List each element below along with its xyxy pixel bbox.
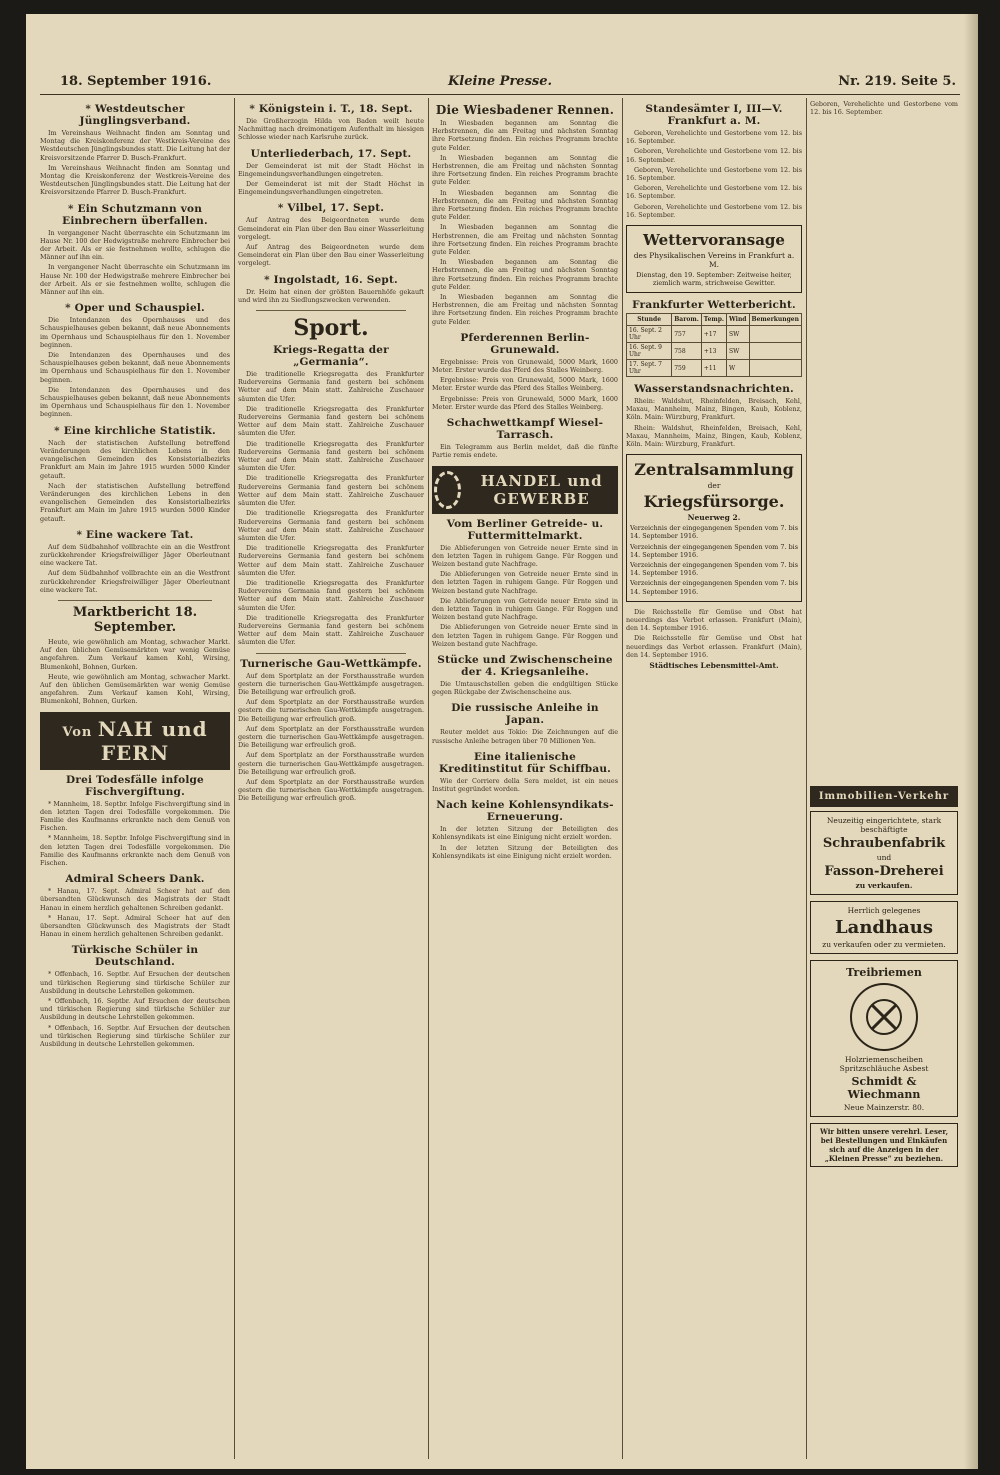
article-body: Die traditionelle Kriegsregatta des Frankfurter Rudervereins Germania fand gestern bei schönem Wetter auf dem Main statt. Zahlreiche Zuschauer säumten die Ufer. (238, 439, 424, 473)
article-body: Die traditionelle Kriegsregatta des Frankfurter Rudervereins Germania fand gestern bei schönem Wetter auf dem Main statt. Zahlreiche Zuschauer säumten die Ufer. (238, 613, 424, 647)
von-nah-und-fern-banner (40, 712, 230, 770)
ad-line: zu verkaufen. (855, 881, 913, 890)
article-body: In vergangener Nacht überraschte ein Schutzmann im Hause Nr. 100 der Hedwigstraße mehrere Einbrecher bei der Arbeit. Als er sie festnehmen wollte, schlugen die Männer auf ihn ein. (40, 228, 230, 262)
article-heading: Drei Todesfälle infolge Fischvergiftung. (66, 773, 204, 798)
article-heading: * Ein Schutzmann von Einbrechern überfallen. (62, 202, 208, 227)
divider (256, 310, 406, 311)
notice-signature: Städtisches Lebensmittel-Amt. (649, 661, 779, 671)
article (40, 103, 230, 197)
column-2 (238, 100, 424, 1459)
article (432, 654, 618, 696)
table-cell (749, 343, 801, 360)
article-body: Die traditionelle Kriegsregatta des Frankfurter Rudervereins Germania fand gestern bei schönem Wetter auf dem Main statt. Zahlreiche Zuschauer säumten die Ufer. (238, 404, 424, 438)
article-body: Ergebnisse: Preis von Grunewald, 5000 Mark, 1600 Meter. Erster wurde das Pferd des Stalles Weinberg. (432, 357, 618, 375)
landhaus-ad (810, 901, 958, 954)
banner-main: NAH und FERN (97, 716, 208, 765)
official-notice (626, 608, 802, 670)
article (432, 751, 618, 793)
zentral-heading-2: Kriegsfürsorge. (643, 492, 785, 512)
table-cell: W (727, 360, 749, 377)
article-body: Die Intendanzen des Opernhauses und des Schauspielhauses geben bekannt, daß neue Abonnements im Opernhaus und Schauspielhaus für den 1. November beginnen. (40, 385, 230, 419)
table-cell: 757 (672, 326, 702, 343)
table-cell (749, 326, 801, 343)
ad-headline: Schmidt & Wiechmann (847, 1075, 921, 1101)
article-body: In Wiesbaden begannen am Sonntag die Herbstrennen, die am Freitag und nächsten Sonntag ihre Fortsetzung finden. Ein reiches Programm brachte gute Felder. (432, 258, 618, 291)
article-body: Auf dem Sportplatz an der Forsthausstraße wurden gestern die turnerischen Gau-Wettkämpfe ausgetragen. Die Beteiligung war erfreulich groß. (238, 671, 424, 696)
article (432, 332, 618, 411)
article-heading: * Königstein i. T., 18. Sept. (249, 103, 413, 115)
divider (256, 653, 406, 654)
article-body: Im Vereinshaus Weihnacht finden am Sonntag und Montag die Kreiskonferenz der Westkreis-Vereine des Westdeutschen Jünglingsbundes statt. Die Leitung hat der Kreisvorsitzende Pfarrer D. Busch-Frankfurt. (40, 129, 230, 162)
article-body: Die Intendanzen des Opernhauses und des Schauspielhauses geben bekannt, daß neue Abonnements im Opernhaus und Schauspielhaus für den 1. November beginnen. (40, 351, 230, 384)
weather-body: Dienstag, den 19. September: Zeitweise heiter, ziemlich warm, strichweise Gewitter. (636, 271, 792, 288)
article-heading: * Eine wackere Tat. (76, 528, 194, 541)
article-body: Rhein: Waldshut, Rheinfelden, Breisach, Kehl, Maxau, Mannheim, Mainz, Bingen, Kaub, Koblenz, Köln. Main: Würzburg, Frankfurt. (626, 423, 802, 449)
issue-date: 18. September 1916. (60, 74, 212, 89)
article-heading: Türkische Schüler in Deutschland. (71, 944, 199, 969)
page-header (40, 74, 960, 96)
zentral-body: Verzeichnis der eingegangenen Spenden vom 7. bis 14. September 1916. (630, 579, 798, 596)
column-rule (806, 98, 807, 1459)
article-heading: Eine italienische Kreditinstitut für Schiffbau. (438, 750, 612, 775)
table-cell: +17 (701, 326, 726, 343)
ad-line: Neuzeitig eingerichtete, stark beschäftigte (826, 816, 942, 834)
ad-line: Holzriemenscheiben Spritzschläuche Asbest (839, 1055, 929, 1073)
article-body: Rhein: Waldshut, Rheinfelden, Breisach, Kehl, Maxau, Mannheim, Mainz, Bingen, Kaub, Koblenz, Köln. Main: Würzburg, Frankfurt. (626, 397, 802, 422)
table-header-cell: Wind (727, 314, 749, 326)
article-body: Die Intendanzen des Opernhauses und des Schauspielhauses geben bekannt, daß neue Abonnements im Opernhaus und Schauspielhaus für den 1. November beginnen. (40, 316, 230, 349)
zentral-body: Verzeichnis der eingegangenen Spenden vom 7. bis 14. September 1916. (630, 561, 798, 578)
article (40, 425, 230, 523)
article-heading: * Oper und Schauspiel. (65, 302, 205, 315)
weather-heading: Wettervoransage (643, 231, 785, 250)
article-body: Reuter meldet aus Tokio: Die Zeichnungen auf die russische Anleihe betragen über 70 Millionen Yen. (432, 728, 618, 745)
sport-section (238, 315, 424, 647)
table-cell: +11 (701, 360, 726, 377)
table-row (627, 343, 802, 360)
article-body: Auf dem Südbahnhof vollbrachte ein an die Westfront zurückkehrender Kriegsfreiwilliger Jäger Oberleutnant eine wackere Tat. (40, 542, 230, 568)
article-body: In vergangener Nacht überraschte ein Schutzmann im Hause Nr. 100 der Hedwigstraße mehrere Einbrecher bei der Arbeit. Als er sie festnehmen wollte, schlugen die Männer auf ihn ein. (40, 263, 230, 297)
article-body: Auf dem Südbahnhof vollbrachte ein an die Westfront zurückkehrender Kriegsfreiwilliger Jäger Oberleutnant eine wackere Tat. (40, 569, 230, 594)
article-heading: Unterliederbach, 17. Sept. (250, 147, 412, 160)
article-body: Geboren, Verehelichte und Gestorbene vom 12. bis 16. September. (626, 129, 802, 146)
column-3 (432, 100, 618, 1459)
table-row (627, 360, 802, 377)
article-body: In Wiesbaden begannen am Sonntag die Herbstrennen, die am Freitag und nächsten Sonntag ihre Fortsetzung finden. Ein reiches Programm brachte gute Felder. (432, 188, 618, 222)
table-cell: +13 (701, 343, 726, 360)
zentral-body: Verzeichnis der eingegangenen Spenden vom 7. bis 14. September 1916. (630, 542, 798, 559)
ad-line: Herrlich gelegenes (847, 906, 921, 915)
article-heading: * Ingolstadt, 16. Sept. (264, 273, 398, 286)
article-body: Im Vereinshaus Weihnacht finden am Sonntag und Montag die Kreiskonferenz der Westkreis-Vereine des Westdeutschen Jünglingsbundes statt. Die Leitung hat der Kreisvorsitzende Pfarrer D. Busch-Frankfurt. (40, 163, 230, 197)
article-heading: Turnerische Gau-Wettkämpfe. (240, 657, 422, 670)
weather-box (626, 225, 802, 293)
header-rule (40, 94, 960, 95)
zentral-body: Verzeichnis der eingegangenen Spenden vom 7. bis 14. September 1916. (630, 524, 798, 541)
factory-ad (810, 811, 958, 895)
article-body: * Offenbach, 16. Septbr. Auf Ersuchen der deutschen und türkischen Regierung sind türkische Schüler zur Ausbildung in deutsche Lehrstellen gekommen. (40, 1023, 230, 1049)
article-body: Ergebnisse: Preis von Grunewald, 5000 Mark, 1600 Meter. Erster wurde das Pferd des Stalles Weinberg. (432, 394, 618, 411)
article-heading: Die Wiesbadener Rennen. (435, 103, 615, 117)
article-body: In Wiesbaden begannen am Sonntag die Herbstrennen, die am Freitag und nächsten Sonntag ihre Fortsetzung finden. Ein reiches Programm brachte gute Felder. (432, 119, 618, 152)
article-heading: Kriegs-Regatta der „Germania“. (273, 344, 389, 369)
column-rule (428, 98, 429, 1459)
article-heading: Stücke und Zwischenscheine der 4. Kriegsanleihe. (437, 653, 613, 678)
article (432, 702, 618, 744)
article-body: Heute, wie gewöhnlich am Montag, schwacher Markt. Auf den üblichen Gemüsemärkten war wenig Gemüse angefahren. Zum Verkauf kamen Kohl, Wirsing, Blumenkohl, Bohnen, Gurken. (40, 637, 230, 671)
gear-icon (434, 471, 461, 509)
banner-prefix: Von (62, 724, 98, 740)
weather-sub: des Physikalischen Vereins in Frankfurt a. M. (633, 251, 795, 270)
table-cell: 758 (672, 343, 702, 360)
banner-text: HANDEL und GEWERBE (480, 471, 603, 508)
article-body: Die Ablieferungen von Getreide neuer Ernte sind in den letzten Tagen in ruhigem Gange. Für Roggen und Weizen bestand gute Nachfrage. (432, 596, 618, 622)
water-levels (626, 383, 802, 448)
article-body: Die Ablieferungen von Getreide neuer Ernte sind in den letzten Tagen in ruhigem Gange. Für Roggen und Weizen bestand gute Nachfrage. (432, 623, 618, 648)
article-body: Die traditionelle Kriegsregatta des Frankfurter Rudervereins Germania fand gestern bei schönem Wetter auf dem Main statt. Zahlreiche Zuschauer säumten die Ufer. (238, 509, 424, 542)
article-heading: * Westdeutscher Jünglingsverband. (79, 103, 191, 127)
article (238, 148, 424, 197)
article-body: Dr. Heim hat einen der größten Bauernhöfe gekauft und wird ihn zu Siedlungszwecken verwenden. (238, 287, 424, 304)
column-1 (40, 100, 230, 1459)
zentral-heading: Zentralsammlung (634, 460, 794, 480)
article-body: Geboren, Verehelichte und Gestorbene vom 12. bis 16. September. (626, 147, 802, 164)
article-heading: Wasserstandsnachrichten. (634, 383, 794, 396)
zentral-sub: der (707, 481, 721, 491)
article-body: Nach der statistischen Aufstellung betreffend Veränderungen des kirchlichen Lebens in den evangelischen Gemeinden des Konsistorialbezirks Frankfurt am Main im Jahre 1915 wurden 5000 Kinder getauft. (40, 438, 230, 480)
article-body: Geboren, Verehelichte und Gestorbene vom 12. bis 16. September. (626, 202, 802, 219)
immobilien-banner: Immobilien-Verkehr (810, 786, 958, 807)
column-5 (810, 100, 958, 1459)
article-body: Geboren, Verehelichte und Gestorbene vom 12. bis 16. September. (810, 100, 958, 117)
article-body: Die Reichsstelle für Gemüse und Obst hat neuerdings das Verbot erlassen. Frankfurt (Main), den 14. September 1916. (626, 634, 802, 659)
article-body: In Wiesbaden begannen am Sonntag die Herbstrennen, die am Freitag und nächsten Sonntag ihre Fortsetzung finden. Ein reiches Programm brachte gute Felder. (432, 223, 618, 257)
reader-notice (810, 1123, 958, 1167)
ad-headline: Treibriemen (846, 966, 922, 979)
article-body: Ergebnisse: Preis von Grunewald, 5000 Mark, 1600 Meter. Erster wurde das Pferd des Stalles Weinberg. (432, 376, 618, 393)
table-header-cell: Bemerkungen (749, 314, 801, 326)
article-body: * Offenbach, 16. Septbr. Auf Ersuchen der deutschen und türkischen Regierung sind türkische Schüler zur Ausbildung in deutsche Lehrstellen gekommen. (40, 997, 230, 1022)
market-heading: Marktbericht 18. September. (72, 604, 198, 635)
table-cell: SW (727, 326, 749, 343)
article-body: Auf Antrag des Beigeordneten wurde dem Gemeinderat ein Plan über den Bau einer Wasserleitung vorgelegt. (238, 243, 424, 268)
article-body: Die traditionelle Kriegsregatta des Frankfurter Rudervereins Germania fand gestern bei schönem Wetter auf dem Main statt. Zahlreiche Zuschauer säumten die Ufer. (238, 370, 424, 403)
article-body: * Hanau, 17. Sept. Admiral Scheer hat auf den übersandten Glückwunsch des Magistrats der Stadt Hanau in einem herzlich gehaltenen Schreiben gedankt. (40, 913, 230, 939)
article-body: Nach der statistischen Aufstellung betreffend Veränderungen des kirchlichen Lebens in den evangelischen Gemeinden des Konsistorialbezirks Frankfurt am Main im Jahre 1915 wurden 5000 Kinder getauft. (40, 481, 230, 523)
article-heading: Nach keine Kohlensyndikats-Erneuerung. (436, 799, 614, 824)
company-logo-icon (850, 983, 918, 1051)
table-header-cell: Barom. (672, 314, 702, 326)
article-body: Die traditionelle Kriegsregatta des Frankfurter Rudervereins Germania fand gestern bei schönem Wetter auf dem Main statt. Zahlreiche Zuschauer säumten die Ufer. (238, 578, 424, 612)
article (432, 417, 618, 459)
article-heading: Vom Berliner Getreide- u. Futtermittelmarkt. (446, 517, 604, 542)
article-body: Auf dem Sportplatz an der Forsthausstraße wurden gestern die turnerischen Gau-Wettkämpfe ausgetragen. Die Beteiligung war erfreulich groß. (238, 777, 424, 803)
article (40, 944, 230, 1048)
zentral-address: Neuerweg 2. (687, 513, 741, 523)
table-header-row (627, 314, 802, 326)
article-body: * Offenbach, 16. Septbr. Auf Ersuchen der deutschen und türkischen Regierung sind türkische Schüler zur Ausbildung in deutsche Lehrstellen gekommen. (40, 970, 230, 995)
standesamt (626, 103, 802, 219)
article-body: Auf dem Sportplatz an der Forsthausstraße wurden gestern die turnerischen Gau-Wettkämpfe ausgetragen. Die Beteiligung war erfreulich groß. (238, 751, 424, 776)
table-cell (749, 360, 801, 377)
handel-gewerbe-banner (432, 466, 618, 514)
ad-headline: Schraubenfabrik (822, 836, 946, 851)
article (238, 103, 424, 142)
article (238, 274, 424, 304)
zentralsammlung-box (626, 454, 802, 602)
table-row (627, 326, 802, 343)
treibriemen-ad (810, 960, 958, 1117)
divider (58, 600, 212, 601)
article-heading: Die russische Anleihe in Japan. (451, 702, 599, 727)
weather-table (626, 313, 802, 377)
table-cell: SW (727, 343, 749, 360)
article-body: * Mannheim, 18. Septbr. Infolge Fischvergiftung sind in den letzten Tagen drei Todesfälle vorgekommen. Die Familie des Kaufmanns erkrankte nach dem Genuß von Fischen. (40, 834, 230, 867)
article-body: Auf dem Sportplatz an der Forsthausstraße wurden gestern die turnerischen Gau-Wettkämpfe ausgetragen. Die Beteiligung war erfreulich groß. (238, 724, 424, 750)
article-body: Die Umtauschstellen geben die endgültigen Stücke gegen Rückgabe der Zwischenscheine aus. (432, 679, 618, 697)
article-body: * Hanau, 17. Sept. Admiral Scheer hat auf den übersandten Glückwunsch des Magistrats der Stadt Hanau in einem herzlich gehaltenen Schreiben gedankt. (40, 887, 230, 912)
logo-emblem-icon (864, 997, 904, 1037)
article-body: Heute, wie gewöhnlich am Montag, schwacher Markt. Auf den üblichen Gemüsemärkten war wenig Gemüse angefahren. Zum Verkauf kamen Kohl, Wirsing, Blumenkohl, Bohnen, Gurken. (40, 672, 230, 706)
issue-number: Nr. 219. Seite 5. (838, 74, 956, 89)
article (432, 518, 618, 648)
article-body: Geboren, Verehelichte und Gestorbene vom 12. bis 16. September. (626, 165, 802, 183)
article-body: Die traditionelle Kriegsregatta des Frankfurter Rudervereins Germania fand gestern bei schönem Wetter auf dem Main statt. Zahlreiche Zuschauer säumten die Ufer. (238, 544, 424, 577)
article-heading: * Vilbel, 17. Sept. (277, 202, 385, 215)
table-header-cell: Temp. (701, 314, 726, 326)
article-heading: Admiral Scheers Dank. (65, 873, 205, 886)
article (238, 202, 424, 267)
article-body: * Mannheim, 18. Septbr. Infolge Fischvergiftung sind in den letzten Tagen drei Todesfälle vorgekommen. Die Familie des Kaufmanns erkrankte nach dem Genuß von Fischen. (40, 799, 230, 833)
article-body: In Wiesbaden begannen am Sonntag die Herbstrennen, die am Freitag und nächsten Sonntag ihre Fortsetzung finden. Ein reiches Programm brachte gute Felder. (432, 293, 618, 326)
article-body: Die Großherzogin Hilda von Baden weilt heute Nachmittag nach dreimonatigem Aufenthalt im hiesigen Schlosse wieder nach Karlsruhe zurück. (238, 117, 424, 142)
article-heading: Schachwettkampf Wiesel-Tarrasch. (446, 417, 604, 442)
article-body: Ein Telegramm aus Berlin meldet, daß die fünfte Partie remis endete. (432, 443, 618, 460)
article (40, 873, 230, 938)
ad-line: und (876, 853, 892, 862)
article-body: In der letzten Sitzung der Beteiligten des Kohlensyndikats ist eine Einigung nicht erzielt worden. (432, 843, 618, 860)
ad-line: Neue Mainzerstr. 80. (843, 1103, 925, 1112)
article-body: Die Ablieferungen von Getreide neuer Ernte sind in den letzten Tagen in ruhigem Gange. Für Roggen und Weizen bestand gute Nachfrage. (432, 543, 618, 568)
article-body: Wie der Corriere della Sera meldet, ist ein neues Institut gegründet worden. (432, 776, 618, 793)
column-rule (234, 98, 235, 1459)
ad-headline: Fasson-Dreherei (824, 864, 944, 879)
article (40, 529, 230, 594)
article (432, 103, 618, 326)
article-body: In der letzten Sitzung der Beteiligten des Kohlensyndikats ist eine Einigung nicht erzielt worden. (432, 825, 618, 842)
column-rule (622, 98, 623, 1459)
article-body: In Wiesbaden begannen am Sonntag die Herbstrennen, die am Freitag und nächsten Sonntag ihre Fortsetzung finden. Ein reiches Programm brachte gute Felder. (432, 153, 618, 187)
article-body: Geboren, Verehelichte und Gestorbene vom 12. bis 16. September. (626, 184, 802, 201)
weather-report (626, 299, 802, 377)
article (40, 302, 230, 418)
masthead: Kleine Presse. (447, 74, 553, 89)
article-heading: Pferderennen Berlin-Grunewald. (460, 331, 590, 356)
article (40, 203, 230, 297)
newspaper-page (26, 14, 978, 1469)
article-body: Die Reichsstelle für Gemüse und Obst hat neuerdings das Verbot erlassen. Frankfurt (Main), den 14. September 1916. (626, 607, 802, 633)
column-4 (626, 100, 802, 1459)
sport-heading: Sport. (293, 315, 369, 342)
article-heading: Standesämter I, III—V. Frankfurt a. M. (645, 103, 783, 127)
article (238, 658, 424, 803)
article (40, 774, 230, 868)
article-body: Die traditionelle Kriegsregatta des Frankfurter Rudervereins Germania fand gestern bei schönem Wetter auf dem Main statt. Zahlreiche Zuschauer säumten die Ufer. (238, 474, 424, 508)
table-cell: 17. Sept. 7 Uhr (627, 360, 672, 377)
article (432, 799, 618, 860)
article-body: Die Ablieferungen von Getreide neuer Ernte sind in den letzten Tagen in ruhigem Gange. Für Roggen und Weizen bestand gute Nachfrage. (432, 570, 618, 595)
article-body: Der Gemeinderat ist mit der Stadt Höchst in Eingemeindungsverhandlungen eingetreten. (238, 180, 424, 197)
market-report (40, 605, 230, 706)
article-body: Der Gemeinderat ist mit der Stadt Höchst in Eingemeindungsverhandlungen eingetreten. (238, 161, 424, 178)
table-header-cell: Stunde (627, 314, 672, 326)
table-cell: 16. Sept. 9 Uhr (627, 343, 672, 360)
table-cell: 759 (672, 360, 702, 377)
article-body: Auf Antrag des Beigeordneten wurde dem Gemeinderat ein Plan über den Bau einer Wasserleitung vorgelegt. (238, 216, 424, 241)
ad-line: zu verkaufen oder zu vermieten. (822, 940, 946, 949)
column-5-upper (810, 100, 958, 780)
table-heading: Frankfurter Wetterbericht. (632, 299, 796, 312)
article-heading: * Eine kirchliche Statistik. (54, 424, 216, 437)
notice-body: Wir bitten unsere verehrl. Leser, bei Bestellungen und Einkäufen sich auf die Anzeigen in der „Kleinen Presse“ zu beziehen. (819, 1127, 949, 1163)
table-cell: 16. Sept. 2 Uhr (627, 326, 672, 343)
ad-headline: Landhaus (835, 917, 933, 938)
article-body: Auf dem Sportplatz an der Forsthausstraße wurden gestern die turnerischen Gau-Wettkämpfe ausgetragen. Die Beteiligung war erfreulich groß. (238, 698, 424, 723)
